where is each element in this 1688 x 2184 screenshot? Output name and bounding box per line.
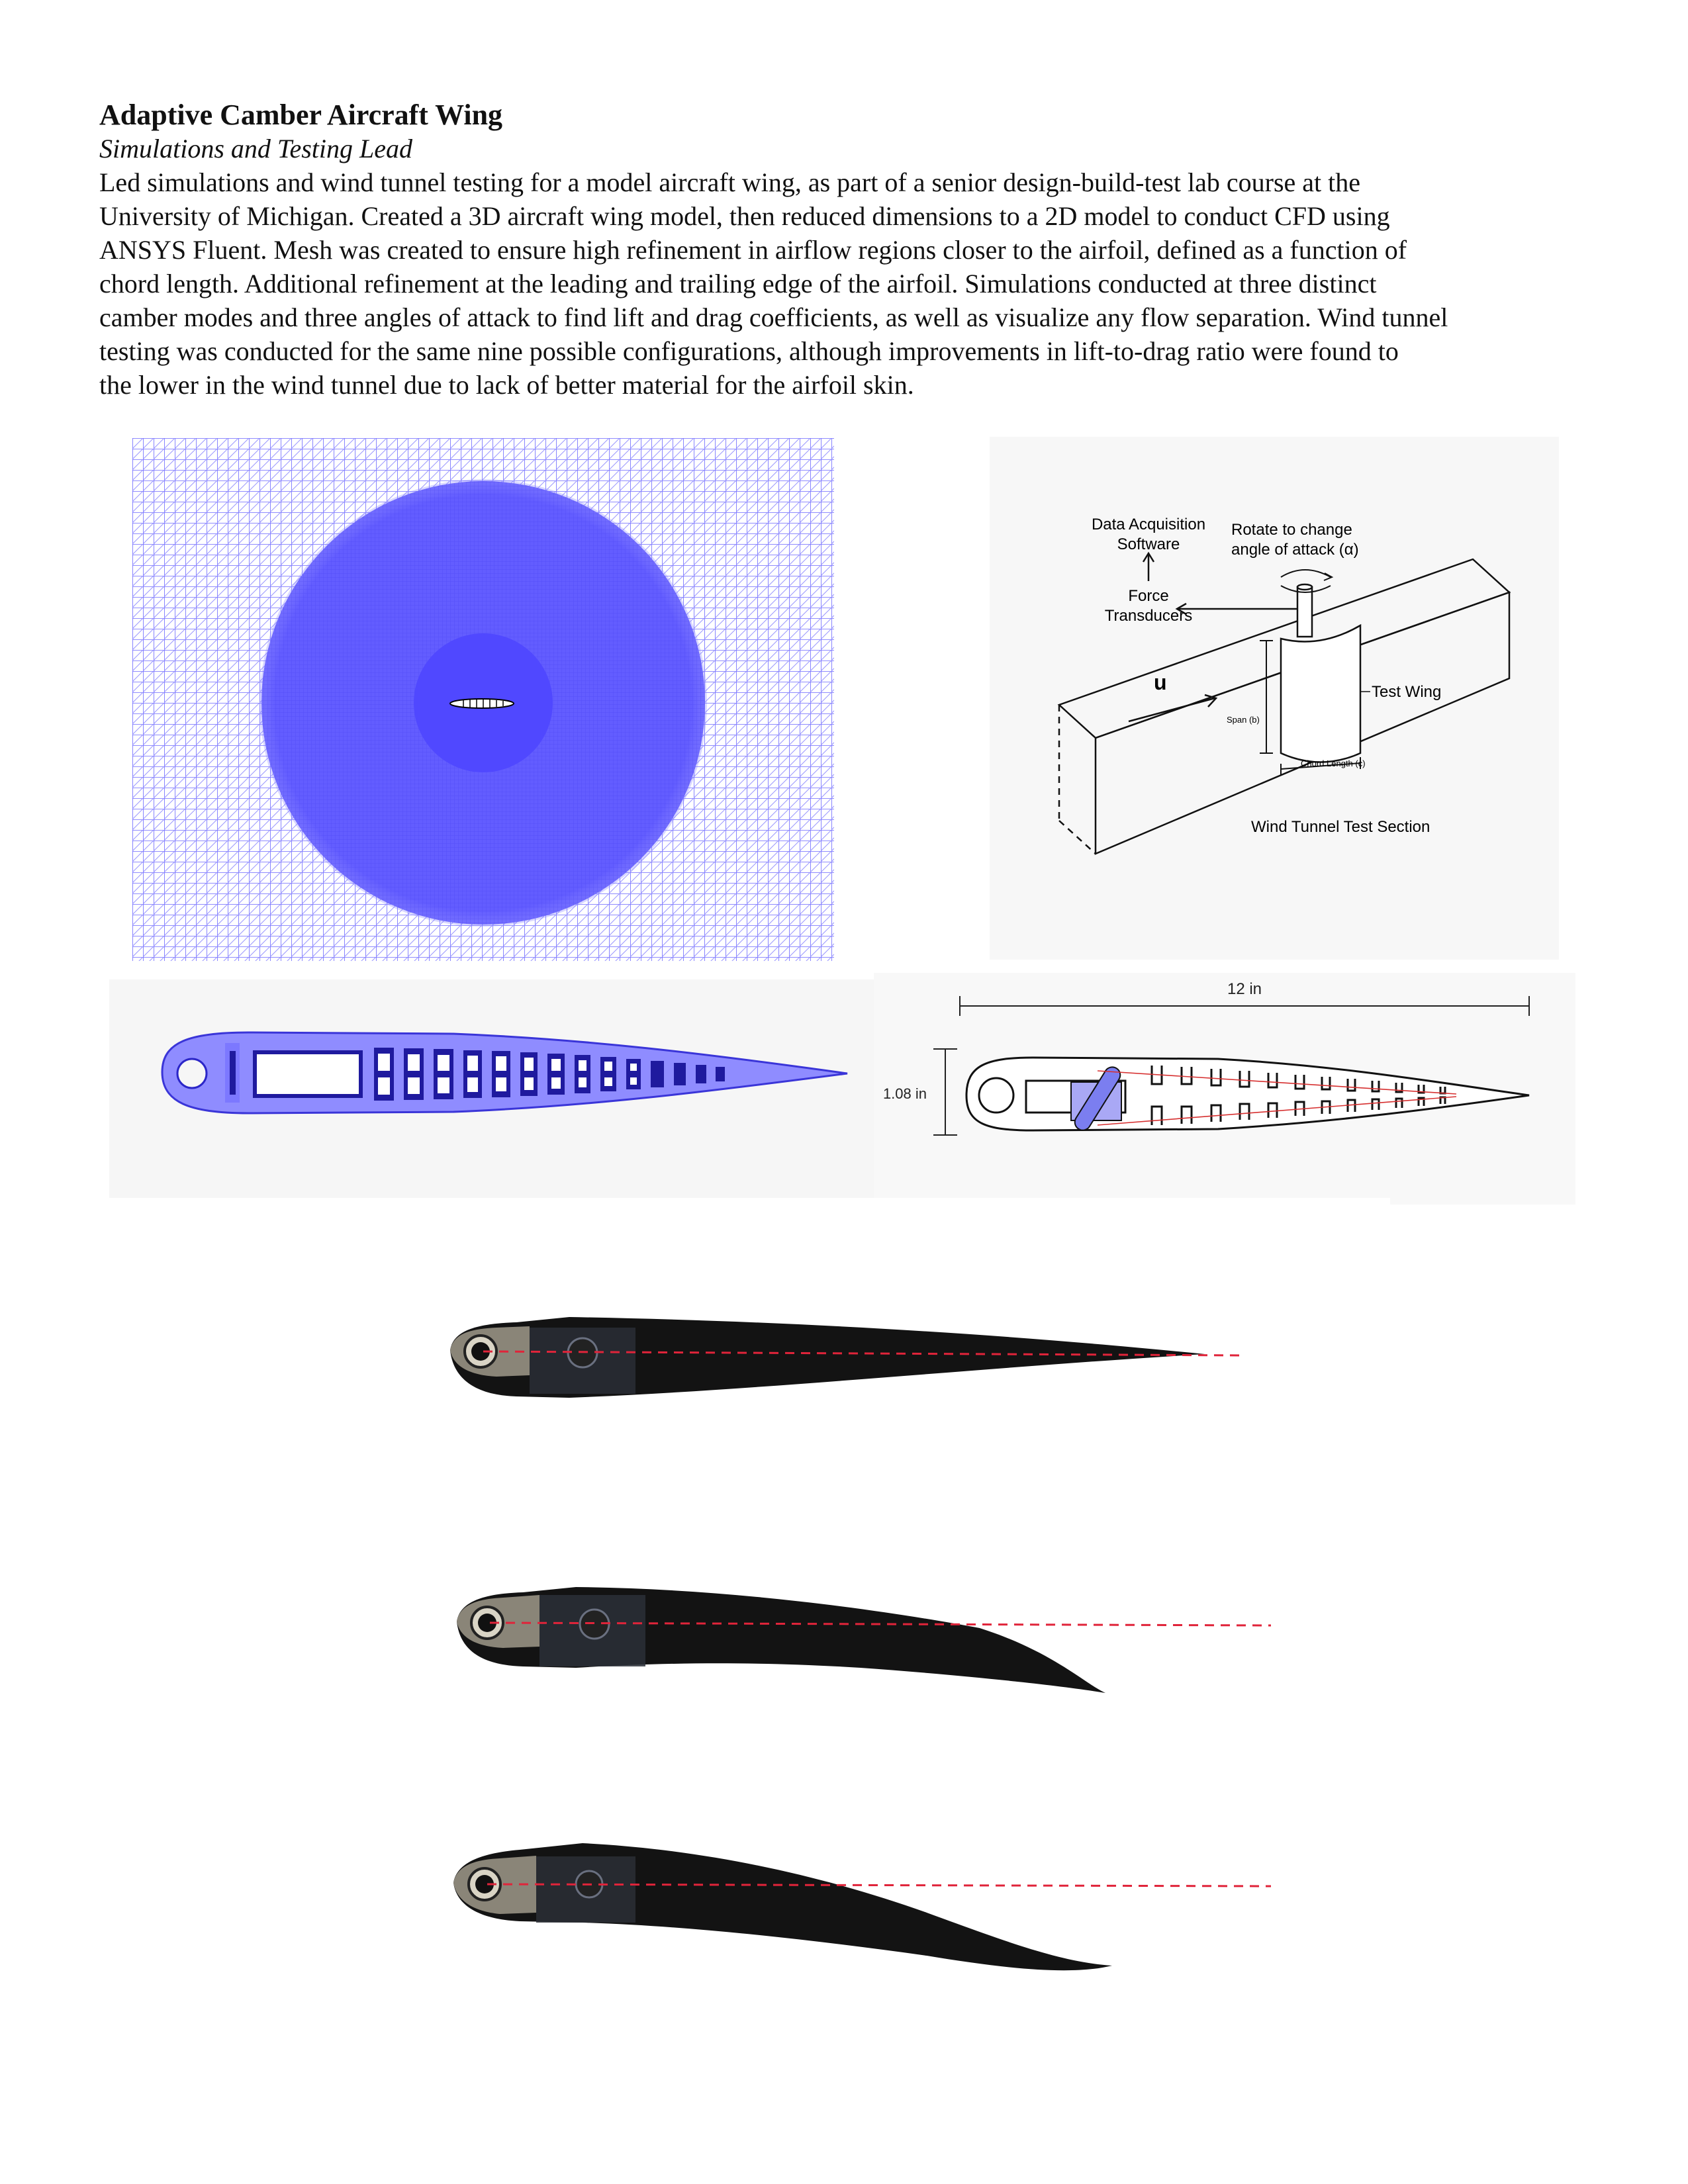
wing-photos-figure (291, 1198, 1390, 2071)
description-line: chord length. Additional refinement at the leading and trailing edge of the airfoil. Simulations conducted at three distinct (99, 269, 1377, 298)
cfd-mesh-figure (132, 438, 834, 961)
project-role: Simulations and Testing Lead (99, 134, 413, 163)
span-label: Span (b) (1227, 715, 1260, 725)
description-line: University of Michigan. Created a 3D aircraft wing model, then reduced dimensions to a 2D model to conduct CFD using (99, 201, 1390, 231)
length-dimension-label: 12 in (1227, 980, 1262, 998)
description-line: the lower in the wind tunnel due to lack of better material for the airfoil skin. (99, 370, 914, 400)
flow-velocity-label: u (1154, 670, 1167, 694)
force-label-1: Force (1128, 587, 1169, 605)
daq-label-1: Data Acquisition (1091, 516, 1206, 533)
wing-camber-photos (291, 1198, 1390, 2071)
description-line: Led simulations and wind tunnel testing for a model aircraft wing, as part of a senior design-build-test lab course at the (99, 167, 1361, 197)
chord-length-label: Chord Length (c) (1301, 758, 1366, 768)
description-line: testing was conducted for the same nine possible configurations, although improvements in lift-to-drag ratio were found to (99, 336, 1399, 366)
description-line: ANSYS Fluent. Mesh was created to ensure high refinement in airflow regions closer to the airfoil, defined as a function of (99, 235, 1407, 265)
project-entry (99, 98, 1589, 402)
project-description (99, 165, 1589, 402)
description-line: camber modes and three angles of attack to find lift and drag coefficients, as well as visualize any flow separation. Wind tunnel (99, 302, 1448, 332)
wind-tunnel-diagram (990, 437, 1559, 960)
test-section-label: Wind Tunnel Test Section (1251, 818, 1430, 836)
test-wing-label: Test Wing (1372, 683, 1442, 701)
rotate-label-2: angle of attack (α) (1231, 541, 1359, 559)
cfd-mesh-image (132, 438, 834, 961)
test-wing-shape (1281, 625, 1360, 762)
sting-mount (1297, 587, 1312, 637)
airfoil-cad-drawing (874, 973, 1575, 1205)
wind-tunnel-schematic (990, 437, 1559, 960)
thickness-dimension-label: 1.08 in (882, 1085, 927, 1102)
airfoil-mesh-figure (109, 979, 877, 1198)
force-label-2: Transducers (1104, 607, 1193, 625)
project-title: Adaptive Camber Aircraft Wing (99, 99, 503, 131)
daq-label-2: Software (1117, 535, 1180, 553)
airfoil-mesh-image (109, 979, 877, 1198)
rotate-label-1: Rotate to change (1231, 521, 1352, 539)
airfoil-cad-figure (874, 973, 1575, 1205)
